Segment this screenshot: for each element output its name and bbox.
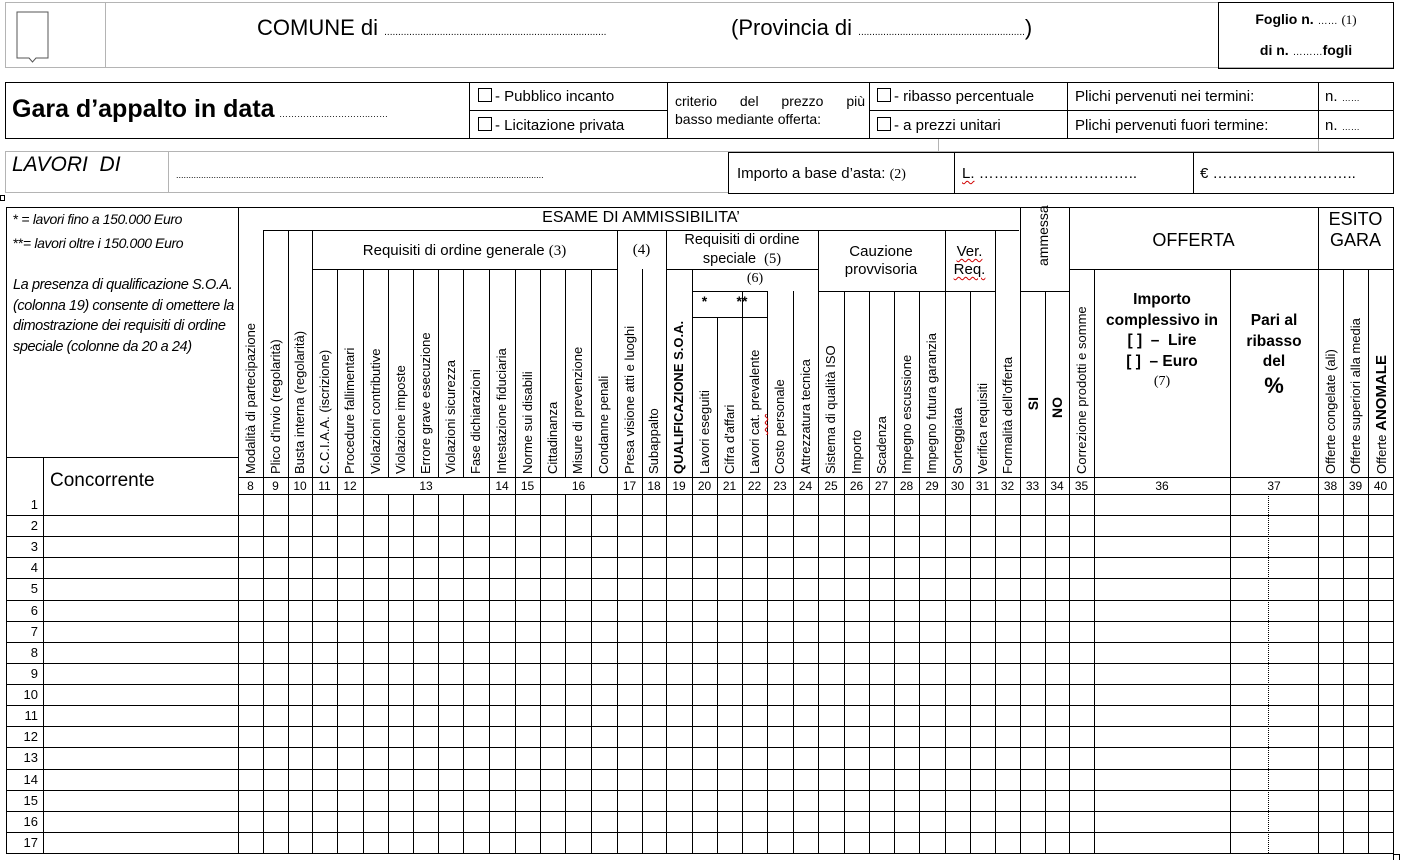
offerta-underline xyxy=(1069,269,1393,270)
column-divider xyxy=(717,317,718,477)
column-divider xyxy=(742,291,743,477)
table-resize-icon xyxy=(1393,854,1400,860)
column-header-sub-12: Cittadinanza xyxy=(545,401,560,474)
concorrente-input[interactable] xyxy=(44,495,238,514)
lire-dots[interactable]: ………………………….. xyxy=(978,165,1138,182)
fogli-label: fogli xyxy=(1322,42,1353,58)
importo-line4: [ ] – Euro xyxy=(1126,352,1198,370)
column-divider xyxy=(642,269,643,477)
column-header-10: Busta interna (regolarità) xyxy=(292,330,307,474)
column-number-33: 33 xyxy=(1025,479,1040,493)
body-column-divider xyxy=(438,494,439,853)
column-number-32: 32 xyxy=(1000,479,1015,493)
concorrente-input[interactable] xyxy=(44,685,238,704)
body-column-divider xyxy=(666,494,667,853)
column-header-11: C.C.I.A.A. (iscrizione) xyxy=(317,349,332,474)
column-divider xyxy=(591,269,592,477)
concorrente-input[interactable] xyxy=(44,579,238,598)
column-number-18: 18 xyxy=(647,479,661,493)
column-header-21: Cifra d'affari xyxy=(722,404,737,474)
offerta-header: OFFERTA xyxy=(1152,230,1235,250)
column-number-10: 10 xyxy=(293,479,307,493)
importo-line2: complessivo in xyxy=(1106,311,1218,329)
foglio-field[interactable]: …… xyxy=(1317,16,1338,27)
column-header-33: SI xyxy=(1025,397,1041,411)
option-pubblico[interactable] xyxy=(478,88,614,105)
body-column-divider xyxy=(617,494,618,853)
option-licitazione[interactable] xyxy=(478,117,624,134)
req-speciale-underline xyxy=(666,269,818,270)
option-ribasso-label: - ribasso percentuale xyxy=(894,88,1035,105)
di-n-label: di n. xyxy=(1259,42,1289,58)
note-6: (6) xyxy=(746,271,764,286)
column-number-27: 27 xyxy=(874,479,889,493)
column-number-8: 8 xyxy=(247,479,254,493)
concorrente-header: Concorrente xyxy=(50,470,155,491)
foglio-label: Foglio n. xyxy=(1255,11,1314,27)
n-label: n. xyxy=(1325,88,1338,105)
column-number-29: 29 xyxy=(925,479,939,493)
req-generale-header xyxy=(312,242,617,260)
table-border-bottom xyxy=(6,853,1394,854)
body-column-divider xyxy=(1230,494,1231,853)
body-column-divider xyxy=(1069,494,1070,853)
column-divider xyxy=(263,230,264,477)
table-border-right xyxy=(1393,207,1394,853)
row-number: 10 xyxy=(23,687,38,702)
dstar-header: ** xyxy=(736,293,748,309)
row-number: 11 xyxy=(24,708,38,723)
column-number-34: 34 xyxy=(1050,479,1064,493)
column-number-40: 40 xyxy=(1373,479,1388,493)
concorrente-input[interactable] xyxy=(44,770,238,789)
lavori-label: LAVORI DI xyxy=(12,153,121,176)
provincia-label: (Provincia di xyxy=(731,15,853,40)
importo-line3: [ ] – Lire xyxy=(1127,332,1197,349)
note-4: (4) xyxy=(632,242,651,258)
body-column-divider xyxy=(413,494,414,853)
table-border-top xyxy=(6,207,1394,208)
importo-label-line xyxy=(737,165,906,183)
body-column-divider xyxy=(717,494,718,853)
ammessa-header: ammessa xyxy=(1035,205,1051,266)
column-number-36: 36 xyxy=(1155,479,1169,493)
option-prezzi-label: - a prezzi unitari xyxy=(894,117,1001,134)
row-number: 2 xyxy=(30,518,38,533)
column-header-sub-8: Violazioni sicurezza xyxy=(443,360,458,474)
column-divider xyxy=(1020,207,1021,477)
column-divider xyxy=(844,291,845,477)
column-divider xyxy=(463,269,464,477)
column-number-23: 23 xyxy=(773,479,787,493)
body-column-divider xyxy=(767,494,768,853)
importo-label: Importo a base d’asta: xyxy=(737,165,886,182)
column-number-20: 20 xyxy=(697,479,712,493)
pari-line3: del xyxy=(1262,353,1286,370)
column-header-25: Sistema di qualità ISO xyxy=(823,345,838,474)
concorrente-input[interactable] xyxy=(44,706,238,725)
column-divider xyxy=(238,207,239,477)
pari-line1: Pari al xyxy=(1250,312,1298,329)
concorrente-input[interactable] xyxy=(44,558,238,577)
column-divider xyxy=(413,269,414,477)
column-divider xyxy=(515,269,516,477)
column-number-39: 39 xyxy=(1348,479,1363,493)
column-divider xyxy=(1368,269,1369,477)
column-header-27: Scadenza xyxy=(874,416,889,474)
option-pubblico-label: - Pubblico incanto xyxy=(495,88,615,105)
lire-label: L. xyxy=(962,165,975,182)
body-column-divider xyxy=(565,494,566,853)
column-number-24: 24 xyxy=(798,479,813,493)
option-prezzi[interactable] xyxy=(877,117,1001,134)
option-ribasso[interactable] xyxy=(877,88,1034,105)
euro-field[interactable] xyxy=(1200,165,1356,182)
body-column-divider xyxy=(591,494,592,853)
legend-star1-symbol: * = xyxy=(13,211,30,227)
column-header-18: Subappalto xyxy=(646,408,661,474)
body-column-divider xyxy=(692,494,693,853)
row-number: 15 xyxy=(23,793,38,808)
legend-star1-text: lavori fino a 150.000 Euro xyxy=(32,211,182,227)
column-divider xyxy=(995,230,996,477)
column-header-16: Misure di prevenzione xyxy=(570,346,585,474)
row-number: 9 xyxy=(30,666,38,681)
column-number-31: 31 xyxy=(975,479,990,493)
concorrente-input[interactable] xyxy=(44,622,238,641)
body-column-divider xyxy=(238,494,239,853)
body-column-divider xyxy=(844,494,845,853)
column-divider xyxy=(565,269,566,477)
row-number: 14 xyxy=(23,772,38,787)
req-label: Req. xyxy=(953,261,986,278)
req-generale-underline xyxy=(312,269,617,270)
di-n-field[interactable]: ……… xyxy=(1292,47,1323,58)
di-n-line xyxy=(1218,42,1394,58)
row-number: 16 xyxy=(23,814,38,829)
criterio-text xyxy=(675,92,865,128)
concorrente-input[interactable] xyxy=(44,516,238,535)
column-number-25: 25 xyxy=(824,479,838,493)
importo-note: (7) xyxy=(1153,374,1171,389)
column-number-30: 30 xyxy=(950,479,965,493)
row-number: 7 xyxy=(30,624,38,639)
foglio-note: (1) xyxy=(1341,12,1357,27)
legend-star2 xyxy=(13,235,183,251)
provincia-line xyxy=(731,15,1032,41)
row-number: 8 xyxy=(30,645,38,660)
body-column-divider xyxy=(1045,494,1046,853)
req-speciale-line1: Requisiti di ordine xyxy=(684,232,800,248)
ver-label: Ver. xyxy=(956,243,983,260)
checkbox-pubblico[interactable] xyxy=(478,88,492,102)
n-field[interactable]: …… xyxy=(1341,122,1360,132)
column-number-17: 17 xyxy=(622,479,637,493)
n-field[interactable]: …… xyxy=(1341,93,1360,103)
column-divider xyxy=(337,269,338,477)
body-column-divider xyxy=(793,494,794,853)
column-divider xyxy=(767,291,768,477)
column-label-part: Offerte xyxy=(1374,430,1389,474)
column-header-32: Formalità dell'offerta xyxy=(1000,356,1015,474)
column-header-8: Modalità di partecipazione xyxy=(243,322,258,474)
plichi-nei-label: Plichi pervenuti nei termini: xyxy=(1075,88,1255,105)
column-divider xyxy=(489,269,490,477)
column-number-28: 28 xyxy=(899,479,914,493)
column-header-17: Presa visione atti e luoghi xyxy=(622,325,637,474)
cauzione-line1: Cauzione xyxy=(849,243,913,260)
foglio-line xyxy=(1218,11,1394,28)
number-row-bottom xyxy=(238,494,1393,495)
esame-header: ESAME DI AMMISSIBILITA’ xyxy=(542,209,740,226)
column-divider xyxy=(793,291,794,477)
body-column-divider xyxy=(894,494,895,853)
column-header-sub-9: Fase dichiarazioni xyxy=(468,369,483,474)
plichi-fuori-count[interactable] xyxy=(1325,117,1360,134)
comune-line xyxy=(257,15,606,41)
comune-field[interactable]: ................................................................................ xyxy=(384,27,607,38)
lire-field[interactable] xyxy=(962,165,1137,182)
column-label-part: Lavori xyxy=(747,434,762,474)
column-number-35: 35 xyxy=(1074,479,1089,493)
column-label-part: prevalente xyxy=(747,349,762,414)
table-anchor-icon xyxy=(0,195,5,201)
column-divider xyxy=(1343,269,1344,477)
column-divider xyxy=(438,269,439,477)
column-header-sub-5: Violazioni contributive xyxy=(368,348,383,474)
importo-note: (2) xyxy=(889,167,906,182)
esito-line2: GARA xyxy=(1329,230,1381,250)
column-header-22 xyxy=(748,294,763,474)
shield-icon xyxy=(16,10,49,65)
lavori-field[interactable]: ................................................................................................................................................... xyxy=(176,170,544,180)
body-column-divider xyxy=(970,494,971,853)
req-speciale-line2 xyxy=(666,250,818,269)
column-number-14: 14 xyxy=(495,479,509,493)
column-header-sub-6: Violazione imposte xyxy=(393,365,408,474)
column-divider xyxy=(1045,291,1046,477)
column-number-21: 21 xyxy=(722,479,737,493)
req-speciale-header xyxy=(666,231,818,269)
criterio-line1: criterio del prezzo più xyxy=(675,93,865,109)
body-column-divider xyxy=(489,494,490,853)
column-divider xyxy=(617,230,618,477)
column-header-28: Impegno escussione xyxy=(899,354,914,474)
column-label-part: cat. xyxy=(747,414,762,435)
legend-star1 xyxy=(13,211,182,227)
importo-line1: Importo xyxy=(1133,291,1191,308)
decimal-separator-line xyxy=(1268,496,1269,853)
comune-header xyxy=(5,2,1394,68)
column-number-13: 13 xyxy=(419,479,433,493)
concorrente-input[interactable] xyxy=(44,601,238,620)
column-divider xyxy=(388,269,389,477)
body-column-divider xyxy=(995,494,996,853)
column-header-39: Offerte superiori alla media xyxy=(1348,318,1363,474)
column-header-19: QUALIFICAZIONE S.O.A. xyxy=(671,320,686,474)
body-column-divider xyxy=(540,494,541,853)
req-speciale-label: speciale xyxy=(702,251,757,267)
pari-line4: % xyxy=(1264,372,1284,398)
gara-date-field[interactable]: ……………..…………..…… xyxy=(279,109,389,119)
criterio-line2: basso mediante offerta: xyxy=(675,111,822,127)
column-number-22: 22 xyxy=(747,479,762,493)
comune-label: COMUNE di xyxy=(257,15,379,40)
row-number: 13 xyxy=(23,750,38,765)
column-divider xyxy=(312,230,313,477)
concorrente-input[interactable] xyxy=(44,833,238,852)
row-number: 4 xyxy=(30,560,38,575)
body-column-divider xyxy=(363,494,364,853)
body-column-divider xyxy=(515,494,516,853)
column-header-29: Impegno futura garanzia xyxy=(924,333,939,474)
column-number-26: 26 xyxy=(849,479,864,493)
gara-title-line xyxy=(12,95,388,124)
gara-title: Gara d’appalto in data xyxy=(12,95,275,123)
row-number: 1 xyxy=(30,497,38,512)
body-column-divider xyxy=(869,494,870,853)
column-header-15: Norme sui disabili xyxy=(520,371,535,474)
column-header-14: Intestazione fiduciaria xyxy=(494,348,509,474)
body-column-divider xyxy=(1094,494,1095,853)
concorrente-input[interactable] xyxy=(44,812,238,831)
column-divider xyxy=(288,230,289,477)
cauzione-line2: provvisoria xyxy=(844,261,918,278)
column-header-34: NO xyxy=(1049,397,1065,418)
row-number: 12 xyxy=(23,729,38,744)
provincia-close: ) xyxy=(1024,15,1033,40)
option-licitazione-label: - Licitazione privata xyxy=(495,117,625,134)
body-column-divider xyxy=(1343,494,1344,853)
row-number: 17 xyxy=(23,835,38,850)
req-speciale-note: (5) xyxy=(764,251,782,267)
column-number-37: 37 xyxy=(1267,479,1281,493)
column-number-11: 11 xyxy=(318,479,331,493)
column-header-23: Costo personale xyxy=(772,379,787,474)
body-column-divider xyxy=(945,494,946,853)
column-number-16: 16 xyxy=(571,479,586,493)
column-label-part: ANOMALE xyxy=(1373,355,1390,431)
body-column-divider xyxy=(388,494,389,853)
column-number-9: 9 xyxy=(272,479,279,493)
concorrente-input[interactable] xyxy=(44,664,238,683)
body-column-divider xyxy=(1368,494,1369,853)
column-number-15: 15 xyxy=(520,479,535,493)
row-number: 6 xyxy=(30,603,38,618)
column-divider xyxy=(919,291,920,477)
body-column-divider xyxy=(642,494,643,853)
concorrente-input[interactable] xyxy=(44,791,238,810)
column-divider xyxy=(540,269,541,477)
column-header-38: Offerte congelate (ali) xyxy=(1323,349,1338,474)
column-divider xyxy=(970,291,971,477)
row-number: 3 xyxy=(30,539,38,554)
req-generale-note: (3) xyxy=(548,243,567,259)
concorrente-input[interactable] xyxy=(44,643,238,662)
body-column-divider xyxy=(263,494,264,853)
column-header-24: Attrezzatura tecnica xyxy=(798,359,813,474)
legend-star2-symbol: **= xyxy=(13,235,31,251)
column-number-12: 12 xyxy=(343,479,357,493)
pari-ribasso-header xyxy=(1230,311,1318,399)
checkbox-prezzi[interactable] xyxy=(877,117,891,131)
body-column-divider xyxy=(288,494,289,853)
column-header-30: Sorteggiata xyxy=(950,407,965,474)
provincia-field[interactable]: ............................................................ xyxy=(858,27,1025,38)
n-label: n. xyxy=(1325,117,1338,134)
legend-soa-note: La presenza di qualificazione S.O.A. (colonna 19) consente di omettere la dimostrazione dei requisiti di ordine speciale (colonne da 20 a 24) xyxy=(13,277,234,355)
euro-dots[interactable]: ……………………….. xyxy=(1212,165,1356,182)
column-header-12: Procedure fallimentari xyxy=(342,347,357,474)
req-generale-label: Requisiti di ordine generale xyxy=(362,242,545,259)
column-header-13: Errore grave esecuzione xyxy=(418,332,433,474)
checkbox-licitazione[interactable] xyxy=(478,117,492,131)
column-number-19: 19 xyxy=(672,479,686,493)
row-number: 5 xyxy=(30,581,38,596)
concorrente-input[interactable] xyxy=(44,727,238,746)
body-column-divider xyxy=(312,494,313,853)
body-column-divider xyxy=(1020,494,1021,853)
column-divider xyxy=(363,269,364,477)
column-header-31: Verifica requisiti xyxy=(975,382,990,474)
concorrente-input[interactable] xyxy=(44,537,238,556)
column-header-sub-14: Condanne penali xyxy=(596,375,611,474)
plichi-fuori-label: Plichi pervenuti fuori termine: xyxy=(1075,117,1269,134)
body-column-divider xyxy=(818,494,819,853)
importo-complessivo-header xyxy=(1094,290,1230,393)
body-column-divider xyxy=(337,494,338,853)
column-number-38: 38 xyxy=(1323,479,1338,493)
column-header-35: Correzione prodotti e somme xyxy=(1074,306,1089,474)
body-column-divider xyxy=(1318,494,1319,853)
legend-star2-text: lavori oltre i 150.000 Euro xyxy=(34,235,184,251)
column-header-20: Lavori eseguiti xyxy=(697,390,712,474)
euro-label: € xyxy=(1200,165,1209,182)
checkbox-ribasso[interactable] xyxy=(877,88,891,102)
body-column-divider xyxy=(463,494,464,853)
concorrente-separator xyxy=(6,457,238,458)
star-header: * xyxy=(701,293,708,309)
column-divider xyxy=(894,291,895,477)
body-column-divider xyxy=(742,494,743,853)
pari-line2: ribasso xyxy=(1246,332,1302,350)
column-divider xyxy=(869,291,870,477)
plichi-nei-count[interactable] xyxy=(1325,88,1360,105)
esito-line1: ESITO xyxy=(1328,209,1383,229)
concorrente-input[interactable] xyxy=(44,748,238,767)
column-header-9: Plico d'invio (regolarità) xyxy=(268,339,283,474)
body-column-divider xyxy=(919,494,920,853)
column-header-40 xyxy=(1374,272,1389,474)
esame-underline xyxy=(263,230,1019,231)
column-header-26: Importo xyxy=(849,429,864,474)
